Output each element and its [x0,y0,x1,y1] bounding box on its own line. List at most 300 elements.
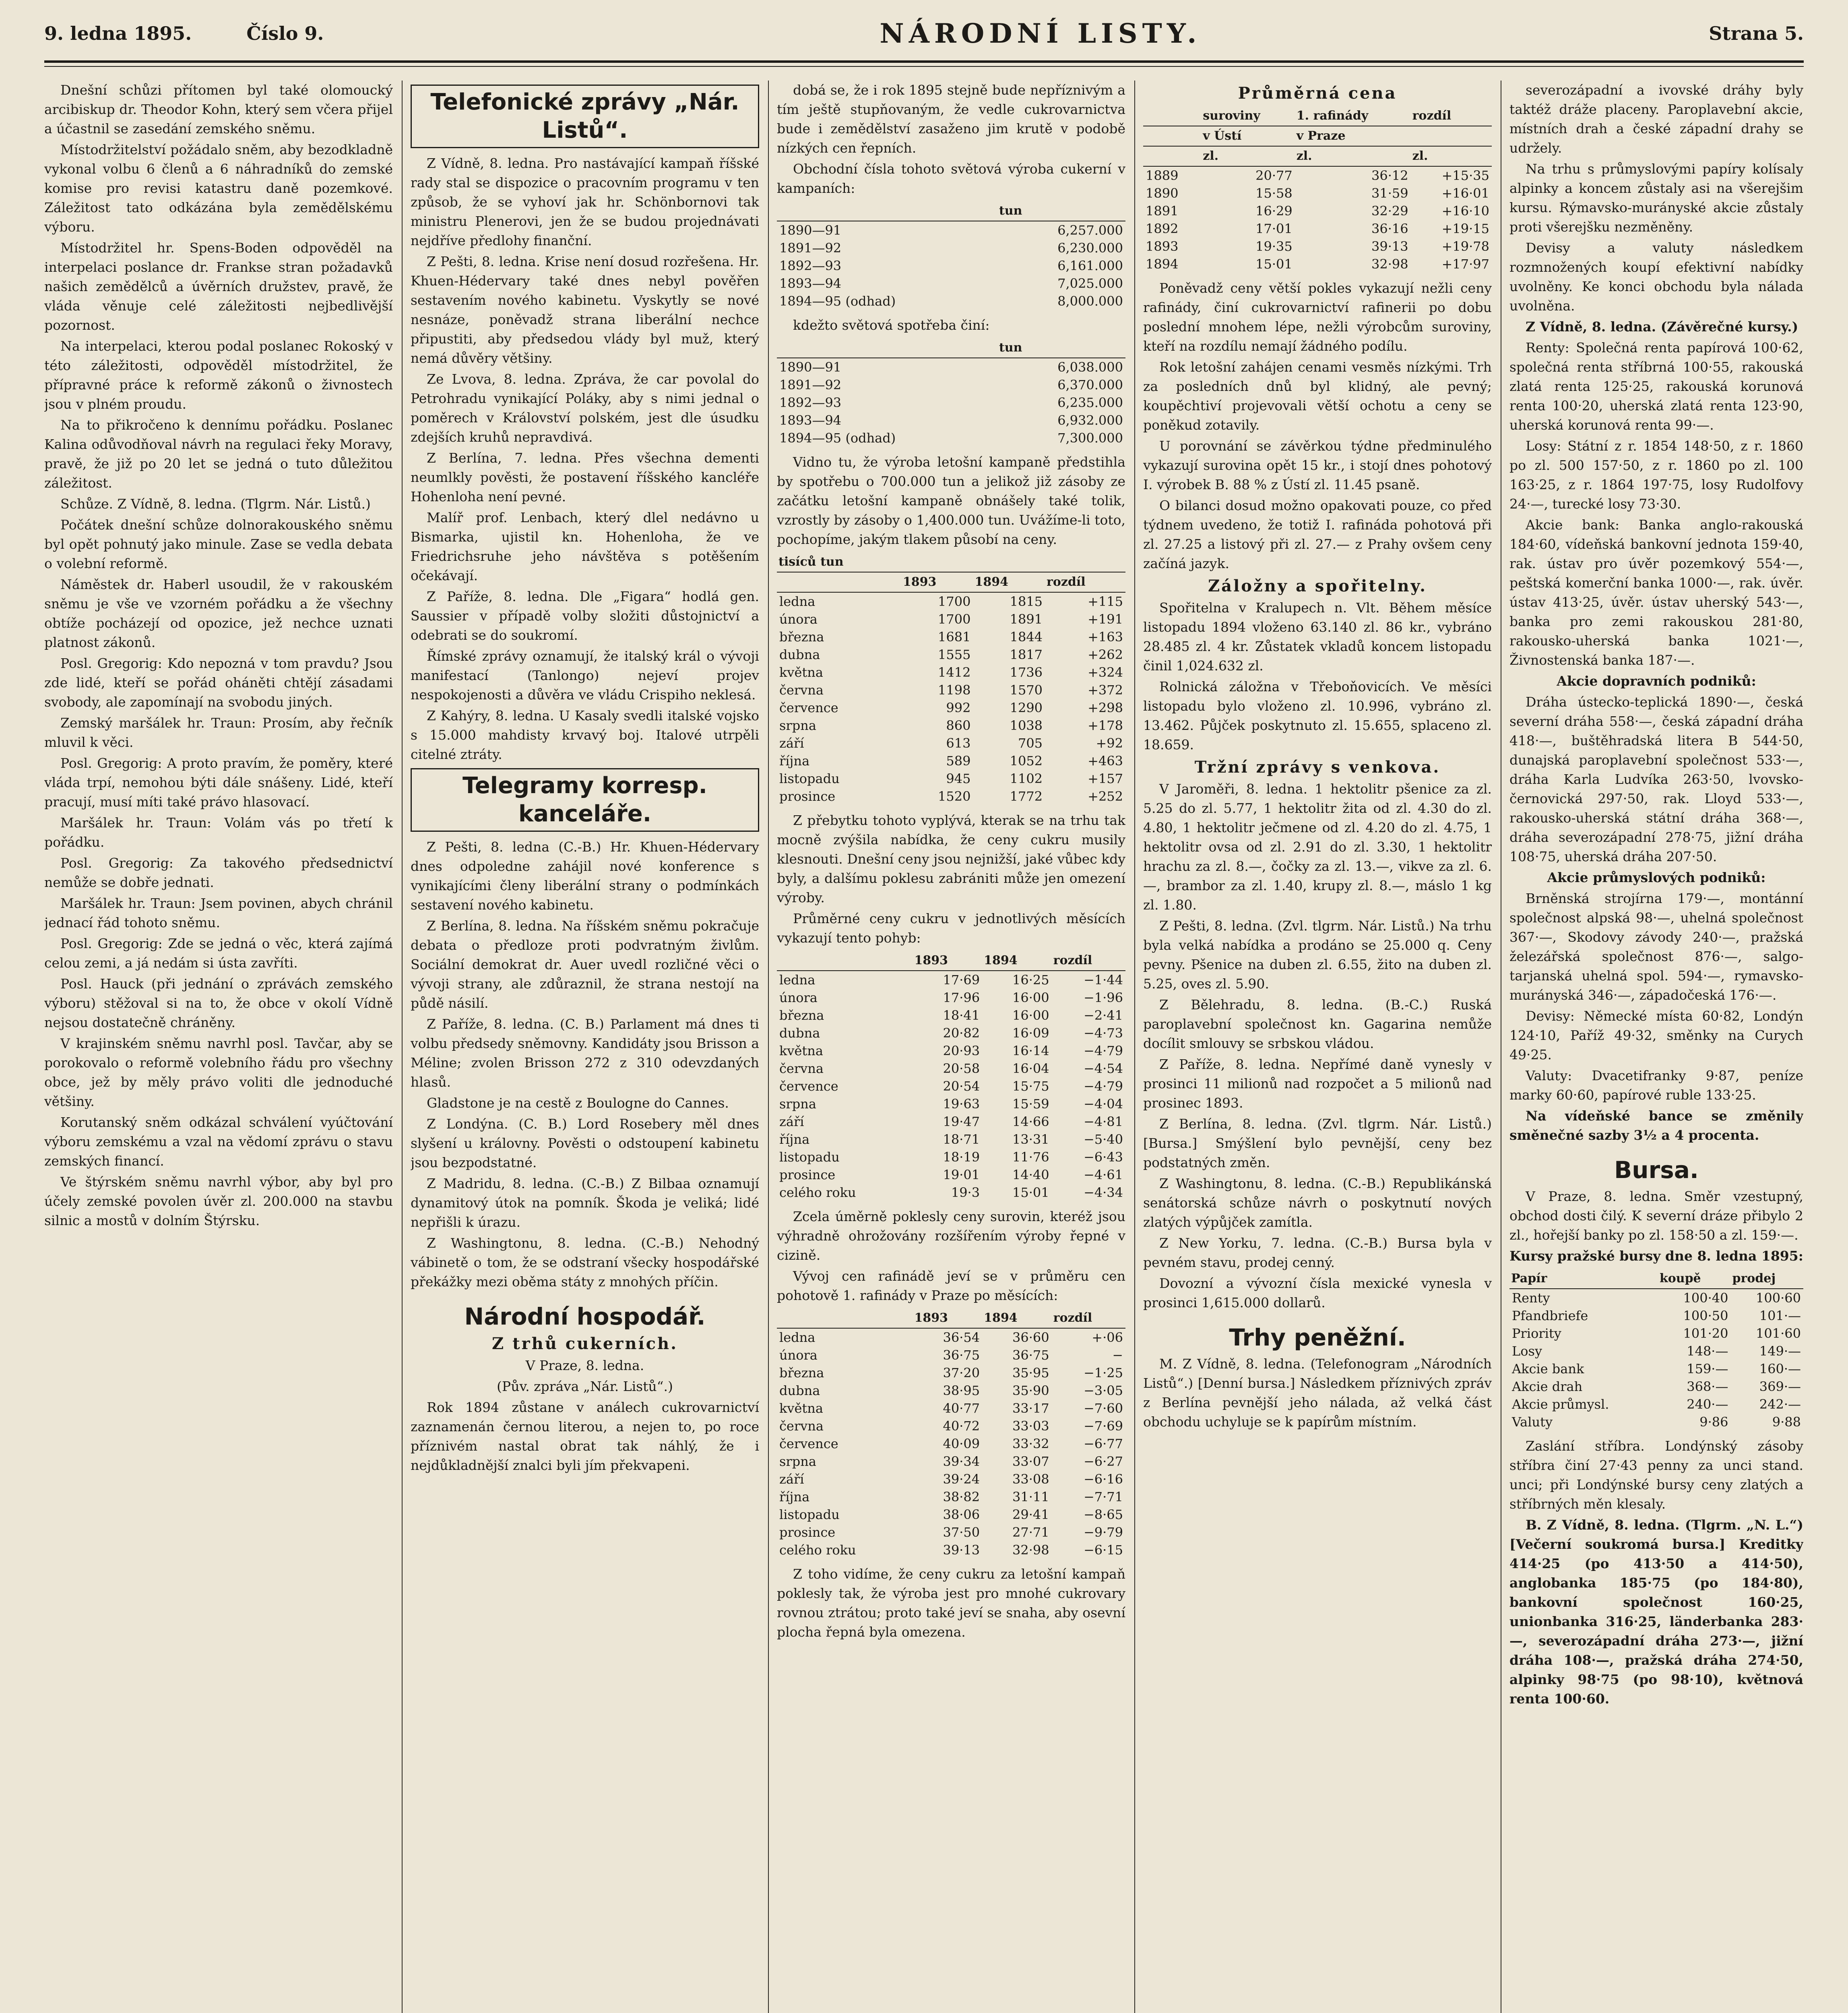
table-row [1143,220,1492,238]
paragraph: Z New Yorku, 7. ledna. (C.-B.) Bursa byla v pevném stavu, prodej cenný. [1143,1235,1492,1270]
raw-sugar-price-table [777,951,1125,1201]
telegrams [411,837,759,1292]
table-cell: 19·35 [1255,239,1293,254]
table-cell: prosince [779,1525,836,1540]
table-cell: −4·54 [1083,1061,1123,1076]
table-cell: 36·54 [943,1330,980,1345]
table-cell: 1893—94 [779,276,842,291]
table-cell: 38·95 [943,1383,980,1398]
table-cell: +17·97 [1441,256,1489,272]
table-row [777,752,1125,770]
telephone-news-title: Telefonické zprávy „Nár. Listů“. [411,85,759,148]
table-cell: 14·66 [1012,1114,1049,1129]
sugar-text: Vidno tu, že výroba letošní kampaně předstihla by spotřebu o 700.000 tun a jelikož již zásoby ze začátku letošní kampaně obnášely také tolik, vzrostly by zásoby o 1,400.000 tun. Uvážíme-li toto, pochopíme, jakým tlakem působí na ceny. [777,454,1125,547]
savings-news [1143,598,1492,754]
table-cell: +463 [1088,753,1123,769]
table-cell: 1102 [1010,771,1043,786]
table-row [777,1453,1125,1470]
table-row [777,257,1125,275]
table-row [777,663,1125,681]
table-cell: 101·— [1759,1308,1801,1323]
table-cell: 29·41 [1012,1507,1049,1522]
table-cell: 1570 [1010,682,1043,698]
table-cell: 6,235.000 [1057,395,1123,410]
table-cell: +178 [1088,718,1123,733]
table-cell: 16·00 [1012,1008,1049,1023]
table-cell: září [779,736,804,751]
table-row [1509,1360,1803,1378]
table-row [777,292,1125,310]
table-cell: března [779,1365,824,1381]
table-row [1143,202,1492,220]
money-markets-title: Trhy peněžní. [1229,1324,1406,1351]
sugar-text: Obchodní čísla tohoto světová výroba cukerní v kampaních: [777,161,1125,196]
unit-header: tun [997,201,1125,221]
table-cell: 242·— [1759,1397,1801,1412]
issue-number: Číslo 9. [246,23,324,44]
page-header [44,11,1804,56]
table-cell: 160·— [1759,1361,1801,1376]
paragraph: Počátek dnešní schůze dolnorakouského sněmu byl opět pohnutý jako minule. Zase se vedla debata o volební reformě. [44,517,393,571]
table-cell: 40·09 [943,1436,980,1451]
column-header [1143,146,1201,166]
column-header: v Praze [1295,126,1411,146]
table-cell: celého roku [779,1542,856,1558]
paragraph: Maršálek hr. Traun: Jsem povinen, abych chránil jednací řád tohoto sněmu. [44,895,393,930]
table-cell: listopadu [779,1507,840,1522]
table-cell: −1·96 [1083,990,1123,1005]
table-cell: 6,161.000 [1057,258,1123,273]
table-cell: července [779,1436,838,1451]
table-row [777,239,1125,257]
paragraph: Zemský maršálek hr. Traun: Prosím, aby řečník mluvil k věci. [44,715,393,750]
paragraph: severozápadní a ivovské dráhy byly taktéž dráže placeny. Paroplavební akcie, místních drah a české západní drahy se udržely. [1509,82,1803,156]
table-cell: +16·10 [1441,203,1489,219]
table-cell: května [779,665,823,680]
table-cell: −4·81 [1083,1114,1123,1129]
paragraph: Z Kahýry, 8. ledna. U Kasaly svedli italské vojsko s 15.000 mahdisty krvavý boj. Italové utrpěli citelné ztráty. [411,708,759,762]
table-cell: −4·73 [1083,1025,1123,1041]
column-header [777,1308,913,1328]
table-row [777,1488,1125,1506]
column-header [1143,106,1201,126]
sugar-text: Z přebytku tohoto vyplývá, kterak se na trhu tak mocně zvýšila nabídka, že ceny cukru musily klesnouti. Dnešní ceny jsou nejnižší, jaké vůbec kdy byly, a dalšímu poklesu zabrániti může jen omezení výroby. [777,812,1125,905]
table-cell: 8,000.000 [1057,293,1123,309]
table-row [777,394,1125,411]
table-cell: 1894—95 (odhad) [779,430,896,446]
column-1-text [44,81,393,1230]
table-cell: 15·75 [1012,1079,1049,1094]
paragraph: Z Paříže, 8. ledna. Nepřímé daně vynesly v prosinci 11 milionů nad rozpočet a 5 milionů nad prosinec 1893. [1143,1056,1492,1111]
table-cell: −4·79 [1083,1043,1123,1058]
paragraph: Z Pešti, 8. ledna. Krise není dosud rozřešena. Hr. Khuen-Hédervary také dnes nebyl pověřen sestavením nového kabinetu. Vyskytly se nové nesnáze, poněvadž strana liberální nechce připustiti, aby předsedou vlády byl muž, který nemá důvěry většiny. [411,254,759,366]
masthead: NÁRODNÍ LISTY. [880,18,1202,49]
table-cell: 1890—91 [779,360,842,375]
table-cell: Valuty [1512,1414,1553,1430]
table-cell: Priority [1512,1326,1561,1341]
table-cell: −6·16 [1083,1472,1123,1487]
table-cell: 6,370.000 [1057,377,1123,393]
table-cell: 9·86 [1699,1414,1728,1430]
paragraph: Ve štýrském sněmu navrhl výbor, aby byl pro účely zemské povolen úvěr zl. 200.000 na stavbu silnic a mostů v dolním Štýrsku. [44,1174,393,1228]
table-cell: Akcie průmysl. [1512,1397,1609,1412]
table-cell: 1555 [938,647,971,662]
paragraph: Z Washingtonu, 8. ledna. (C.-B.) Republikánská senátorská schůze návrh o poskytnutí nových zlatých výpůjček zamítla. [1143,1176,1492,1230]
table-cell: −3·05 [1083,1383,1123,1398]
table-cell: 37·20 [943,1365,980,1381]
table-row [777,1346,1125,1364]
table-cell: +191 [1088,612,1123,627]
rents: Renty: Společná renta papírová 100·62, společná renta stříbrná 100·55, rakouská zlatá renta 125·25, rakouská korunová renta 100·20, uherská zlatá renta 123·90, uherská korunová renta 99·—. [1509,340,1803,433]
paragraph: O bilanci dosud možno opakovati pouze, co před týdnem uvedeno, že totiž I. rafináda pohotová při zl. 27.25 a listový při zl. 27.— z Prahy ovšem ceny začíná jazyk. [1143,498,1492,571]
table-row [777,1399,1125,1417]
money-markets-text: M. Z Vídně, 8. ledna. (Telefonogram „Národních Listů“.) [Denní bursa.] Následkem příznivých zpráv z Berlína pevnější jeho nálada, až velká část obchodu uchyluje se k papírům místním. [1143,1356,1492,1430]
column-1 [44,81,393,2013]
paragraph: Devisy a valuty následkem rozmnožených koupí efektivní nabídky uvolněny. Ke konci obchodu byla nálada uvolněna. [1509,240,1803,314]
table-row [777,592,1125,610]
table-row [1509,1342,1803,1360]
column-header: koupě [1658,1269,1731,1289]
table-cell: 16·29 [1255,203,1293,219]
table-cell: 1889 [1146,168,1179,183]
table-cell: −4·79 [1083,1079,1123,1094]
table-cell: června [779,1418,824,1434]
table-cell: 16·14 [1012,1043,1049,1058]
table-cell: 19·63 [943,1096,980,1112]
table-row [777,971,1125,989]
table-cell: 589 [946,753,971,769]
table-cell: 17·01 [1255,221,1293,236]
table-cell: 16·04 [1012,1061,1049,1076]
table-cell: 100·40 [1683,1290,1728,1306]
transport-shares: Dráha ústecko-teplická 1890·—, česká severní dráha 558·—, česká západní dráha 418·—, buštěhradská litera B 544·50, dunajská paroplavební společnost 533·—, dráha Karla Ludvíka 263·50, lvovsko-černovická 297·50, rak. Lloyd 533·—, rakousko-uherská státní dráha 368·—, dráha severozápadní 278·75, jižní dráha 108·75, uherská dráha 207·50. [1509,694,1803,864]
table-cell: října [779,1489,810,1505]
table-cell: srpna [779,1096,816,1112]
table-cell: 1844 [1010,629,1043,645]
table-cell: 18·41 [943,1008,980,1023]
telegrams-title: Telegramy korresp. kanceláře. [411,768,759,832]
header-rule [44,60,1804,63]
column-header: zl. [1201,146,1295,166]
table-cell: 35·95 [1012,1365,1049,1381]
table-row [777,429,1125,447]
table-row [777,358,1125,376]
table-cell: 7,025.000 [1057,276,1123,291]
column-4 [1143,81,1492,2013]
table-cell: 1893—94 [779,413,842,428]
paragraph: Na to přikročeno k dennímu pořádku. Poslanec Kalina odůvodňoval návrh na regulaci řeky Moravy, pravě, že již po 20 let se jedná o tuto důležitou záležitost. [44,417,393,491]
table-cell: 15·58 [1255,186,1293,201]
table-row [777,1166,1125,1184]
table-row [777,411,1125,429]
table-row [777,1382,1125,1399]
table-cell: 39·13 [1371,239,1408,254]
table-cell: 17·96 [943,990,980,1005]
table-row [777,1095,1125,1113]
table-row [777,1024,1125,1042]
closing-rates-title: Z Vídně, 8. ledna. (Závěrečné kursy.) [1526,319,1798,335]
table-cell: 35·90 [1012,1383,1049,1398]
table-cell: 38·06 [943,1507,980,1522]
sugar-market-title: Z trhů cukerních. [491,1334,678,1353]
world-consumption-table [777,338,1125,447]
table-cell: 40·72 [943,1418,980,1434]
table-cell: 1892 [1146,221,1179,236]
table-cell: −6·15 [1083,1542,1123,1558]
table-row [1143,184,1492,202]
paragraph: Z Madridu, 8. ledna. (C.-B.) Z Bilbaa oznamují dynamitový útok na pomník. Škoda je veliká; lidé nepřišli k úrazu. [411,1176,759,1230]
column-header: prodej [1730,1269,1803,1289]
table-row [1509,1395,1803,1413]
table-row [777,628,1125,646]
table-cell: 16·00 [1012,990,1049,1005]
table-row [777,1417,1125,1435]
table-cell: −4·34 [1083,1185,1123,1200]
table-cell: 6,230.000 [1057,240,1123,256]
table-cell: 1700 [938,594,971,609]
table-cell: 20·93 [943,1043,980,1058]
column-divider [1134,81,1135,2013]
table-cell: 100·50 [1683,1308,1728,1323]
column-header [777,572,901,592]
table-cell: 33·17 [1012,1401,1049,1416]
table-cell: 149·— [1759,1343,1801,1359]
table-cell: −8·65 [1083,1507,1123,1522]
table-cell: +157 [1088,771,1123,786]
table-cell: Losy [1512,1343,1542,1359]
table-cell: 1892—93 [779,395,842,410]
table-cell: listopadu [779,771,840,786]
table-cell: 33·08 [1012,1472,1049,1487]
table-cell: 1198 [938,682,971,698]
table-cell: března [779,629,824,645]
table-cell: 36·75 [943,1348,980,1363]
paragraph: Na interpelaci, kterou podal poslanec Rokoský v této záležitosti, odpověděl místodržitel, že přípravné práce k reformě zákonů o živnostech jsou v plném proudu. [44,338,393,412]
avg-price-title: Průměrná cena [1238,84,1397,103]
stocks-table [777,552,1125,805]
column-5 [1509,81,1803,2013]
table-cell: října [779,753,810,769]
table-cell: 31·59 [1371,186,1408,201]
table-cell: 39·34 [943,1454,980,1469]
sugar-text: Vývoj cen rafinádě jeví se v průměru cen pohotově 1. rafinády v Praze po měsících: [777,1268,1125,1303]
table-cell: 37·50 [943,1525,980,1540]
paragraph: V krajinském sněmu navrhl posl. Tavčar, aby se porokovalo o reformě volebního řádu pro všechny obce, jež by měly právo voliti dle jednoduché většiny. [44,1035,393,1109]
table-cell: +372 [1088,682,1123,698]
paragraph: Místodržitelství požádalo sněm, aby bezodkladně vykonal volbu 6 členů a 6 náhradníků do zemské komise pro revisi katastru daně pozemkové. Záležitost tato odkázána byla zemědělskému výboru. [44,142,393,235]
table-cell: 20·54 [943,1079,980,1094]
paragraph: Z Berlína, 8. ledna. (Zvl. tlgrm. Nár. Listů.) [Bursa.] Smýšlení bylo pevnější, ceny bez podstatných změn. [1143,1116,1492,1170]
table-cell: 1700 [938,612,971,627]
table-cell: července [779,1079,838,1094]
column-2 [411,81,759,2013]
table-cell: 1412 [938,665,971,680]
table-cell: 33·03 [1012,1418,1049,1434]
table-cell: 945 [946,771,971,786]
table-cell: 7,300.000 [1057,430,1123,446]
column-header: v Ústí [1201,126,1295,146]
other-news [1143,1055,1492,1312]
table-cell: 33·07 [1012,1454,1049,1469]
table-row [777,1541,1125,1559]
table-cell: 16·25 [1012,972,1049,988]
column-header: zl. [1295,146,1411,166]
unit-header: tun [997,338,1125,358]
table-cell: −7·69 [1083,1418,1123,1434]
savings-title: Záložny a spořitelny. [1208,577,1427,595]
table-cell: 1890—91 [779,223,842,238]
paragraph: Z Vídně, 8. ledna. Pro nastávající kampaň říšské rady stal se dispozice o pracovním programu v ten způsob, že se vyhoví jak hr. Schönbornovi tak ministru Plenerovi, jen že se budou projednávati nejdříve předlohy finanční. [411,155,759,248]
sugar-text: Průměrné ceny cukru v jednotlivých měsících vykazují tento pohyb: [777,911,1125,946]
table-cell: −7·60 [1083,1401,1123,1416]
column-header: 1893 [913,951,983,971]
table-row [777,1364,1125,1382]
paragraph: Z Berlína, 7. ledna. Přes všechna dementi neumlkly pověsti, že postavení říšského kancléře Hohenloha není pevné. [411,450,759,504]
columns [44,81,1804,2013]
table-row [1143,166,1492,184]
paragraph: Poněvadž ceny větší pokles vykazují nežli ceny rafinády, činí cukrovarnictví rafinerii po dobu poslední mnohem lépe, nežli výrobcům suroviny, kteří na rozdílu nemají žádného podílu. [1143,280,1492,354]
sugar-dateline: V Praze, 8. ledna. [525,1358,644,1373]
table-row [777,275,1125,292]
table-cell: −1·25 [1083,1365,1123,1381]
table-cell: října [779,1132,810,1147]
table-cell: června [779,682,824,698]
table-cell: 39·13 [943,1542,980,1558]
table-cell: 18·19 [943,1149,980,1165]
table-cell: 1890 [1146,186,1179,201]
table-row [777,1523,1125,1541]
table-cell: 6,257.000 [1057,223,1123,238]
sugar-commentary [1143,279,1492,573]
paragraph: Schůze. Z Vídně, 8. ledna. (Tlgrm. Nár. Listů.) [60,496,371,512]
table-cell: 32·98 [1012,1542,1049,1558]
table-cell: 15·01 [1012,1185,1049,1200]
table-cell: září [779,1114,804,1129]
table-cell: 36·12 [1371,168,1408,183]
table-cell: Akcie drah [1512,1379,1583,1394]
table-cell: května [779,1401,823,1416]
column-header: rozdíl [1411,106,1492,126]
table-row [777,1077,1125,1095]
table-cell: +15·35 [1441,168,1489,183]
paragraph: Korutanský sněm odkázal schválení vyúčtování výboru zemskému a vzal na vědomí zprávu o stavu zemských financí. [44,1114,393,1169]
table-cell: července [779,700,838,715]
table-cell: 17·69 [943,972,980,988]
sugar-intro: Rok 1894 zůstane v análech cukrovarnictví zaznamenán černou literou, a nejen to, po roce příznivém nastal obrat tak náhlý, že i nejdůkladnější znalci byli jím překvapeni. [411,1399,759,1473]
table-cell: 1817 [1010,647,1043,662]
table-cell: −6·77 [1083,1436,1123,1451]
table-cell: 20·82 [943,1025,980,1041]
sugar-text: dobá se, že i rok 1895 stejně bude nepříznivým a tím ještě stupňovaným, že vedle cukrovarnictva bude i zemědělství zasaženo jim krutě v podobě nízkých cen řepních. [777,82,1125,156]
table-row [777,1435,1125,1453]
table-cell: 36·75 [1012,1348,1049,1363]
sugar-source: (Pův. zpráva „Nár. Listů“.) [497,1379,673,1394]
table-row [1509,1378,1803,1395]
table-row [777,1042,1125,1060]
paragraph: Z Washingtonu, 8. ledna. (C.-B.) Nehodný vábinetě o tom, že se odstraní všecky hospodářské překážky mezi oběma státy z mnohých příčin. [411,1235,759,1290]
paragraph: Z Londýna. (C. B.) Lord Rosebery měl dnes slyšení u královny. Pověsti o odstoupení kabinetu jsou bezpodstatné. [411,1116,759,1170]
evening-bursa: B. Z Vídně, 8. ledna. (Tlgrm. „N. L.“) [Večerní soukromá bursa.] Kreditky 414·25 (po 413·50 a 414·50), anglobanka 185·75 (po 184·80), bankovní společnost 160·25, unionbanka 316·25, länderbanka 283·—, severozápadní dráha 273·—, jižní dráha 108·—, pražská dráha 274·50, alpinky 98·75 (po 98·10), květnová renta 100·60. [1509,1517,1803,1707]
paragraph: Spořitelna v Kralupech n. Vlt. Během měsíce listopadu 1894 vloženo 63.140 zl. 86 kr., vybráno 28.485 zl. 4 kr. Zůstatek vkladů koncem listopadu činil 1,024.632 zl. [1143,600,1492,674]
table-row [777,1113,1125,1131]
paragraph: Ze Lvova, 8. ledna. Zpráva, že car povolal do Petrohradu vynikající Poláky, aby s nimi jednal o poměrech v Království polském, jest dle úsudku zdejších kruhů nepravdivá. [411,371,759,445]
sugar-text: Zcela úměrně poklesly ceny surovin, kteréž jsou výhradně ohrožovány rozšířením výroby řepné v cizině. [777,1209,1125,1263]
paragraph: Z Pešti, 8. ledna. (Zvl. tlgrm. Nár. Listů.) Na trhu byla velká nabídka a prodáno se 25.000 q. Ceny pevny. Pšenice na duben zl. 6.55, žito na duben zl. 5.25, oves zl. 5.90. [1143,918,1492,992]
paragraph: Maršálek hr. Traun: Volám vás po třetí k pořádku. [44,815,393,850]
table-row [777,221,1125,239]
table-cell: 159·— [1687,1361,1728,1376]
avg-price-table [1143,106,1492,273]
column-header [1411,126,1492,146]
table-cell: 1736 [1010,665,1043,680]
table-row [1509,1307,1803,1325]
table-row [1509,1413,1803,1431]
table-cell: 27·71 [1012,1525,1049,1540]
page-number: Strana 5. [1709,23,1804,44]
industrial-shares: Brněnská strojírna 179·—, montánní společnost alpská 98·—, uhelná společnost 367·—, Skodovy závody 240·—, pražská železářská společnost 876·—, salgo-tarjanská uhelná spol. 594·—, rymavsko-murányská 346·—, západočeská 176·—. [1509,891,1803,1003]
table-cell: listopadu [779,1149,840,1165]
table-cell: 1681 [938,629,971,645]
table-cell: 101·20 [1683,1326,1728,1341]
table-cell: 1894—95 (odhad) [779,293,896,309]
table-cell: 32·29 [1371,203,1408,219]
column-divider [768,81,769,2013]
paragraph: Na trhu s průmyslovými papíry kolísaly alpinky a koncem zůstaly asi na všerejšim kursu. Rýmavsko-murányské akcie zůstaly proti všerejšku nezměněny. [1509,161,1803,235]
table-cell: 1815 [1010,594,1043,609]
bursa-title: Bursa. [1614,1156,1699,1184]
table-cell: 9·88 [1772,1414,1801,1430]
paragraph: Rok letošní zahájen cenami vesměs nízkými. Trh za posledních dnů byl klidný, ale pevný; koupěchtiví projevovali větší ochotu a ceny se poněkud zotavily. [1143,359,1492,433]
table-cell: 38·82 [943,1489,980,1505]
paragraph: Posl. Gregorig: Za takového předsednictví nemůže se dobře jednati. [44,855,393,890]
column-divider [402,81,403,2013]
table-cell: 15·59 [1012,1096,1049,1112]
table-cell: 1772 [1010,789,1043,804]
table-row [1509,1289,1803,1307]
paragraph: Místodržitel hr. Spens-Boden odpověděl na interpelaci poslance dr. Frankse stran požadavků našich zemědělců a úvěrních družstev, pravě, že vláda věnuje celé záležitosti nejbedlivější pozornost. [44,240,393,333]
paragraph: Posl. Gregorig: Kdo nepozná v tom pravdu? Jsou zde lidé, kteří se pořád oháněti chtějí zásadami svobody, ale zapomínají na svobodu jiných. [44,655,393,710]
table-cell: ledna [779,1330,816,1345]
table-row [777,376,1125,394]
bank-shares: Akcie bank: Banka anglo-rakouská 184·60, vídeňská bankovní jednota 159·40, rak. ústav pro úvěr pozemkový 554·—, peštská komerční banka 1000·—, rak. úvěr. ústav 413·25, úvěr. ústav uherský 543·—, banka pro zemi rakouskou 281·80, rakousko-uherská banka 1021·—, Živnostenská banka 187·—. [1509,517,1803,668]
table-cell: 19·01 [943,1167,980,1182]
table-cell: 31·11 [1012,1489,1049,1505]
table-row [777,646,1125,663]
table-cell: −4·04 [1083,1096,1123,1112]
paragraph: U porovnání se závěrkou týdne předminulého vykazují surovina opět 15 kr., i stojí dnes pohotový I. výrobek B. 88 % z Ústí zl. 11.45 psaně. [1143,438,1492,492]
table-row [777,1328,1125,1346]
table-cell: 240·— [1687,1397,1728,1412]
table-cell: −9·79 [1083,1525,1123,1540]
table-row [777,1006,1125,1024]
table-cell: 368·— [1687,1379,1728,1394]
table-cell: +·06 [1092,1330,1123,1345]
table-cell: 1052 [1010,753,1043,769]
table-cell: srpna [779,718,816,733]
table-cell: +252 [1088,789,1123,804]
column-header: 1894 [973,572,1045,592]
table-cell: prosince [779,789,836,804]
column-header: zl. [1411,146,1492,166]
column-header: rozdíl [1052,1308,1125,1328]
table-cell: 1891—92 [779,377,842,393]
table-cell: ledna [779,972,816,988]
column-header: 1894 [982,951,1052,971]
table-row [777,1470,1125,1488]
paragraph: V Jaroměři, 8. ledna. 1 hektolitr pšenice za zl. 5.25 do zl. 5.77, 1 hektolitr žita od zl. 4.30 do zl. 4.80, 1 hektolitr ječmene od zl. 4.20 do zl. 4.75, 1 hektolitr ovsa od zl. 2.91 do zl. 3.30, 1 hektolitr hrachu za zl. 8.—, čočky za zl. 13.—, vikve za zl. 6.—, brambor za zl. 1.40, krupy zl. 8.—, máslo 1 kg zl. 1.80. [1143,781,1492,913]
industrial-shares-title: Akcie průmyslových podniků: [1547,870,1766,885]
table-cell: 1891—92 [779,240,842,256]
